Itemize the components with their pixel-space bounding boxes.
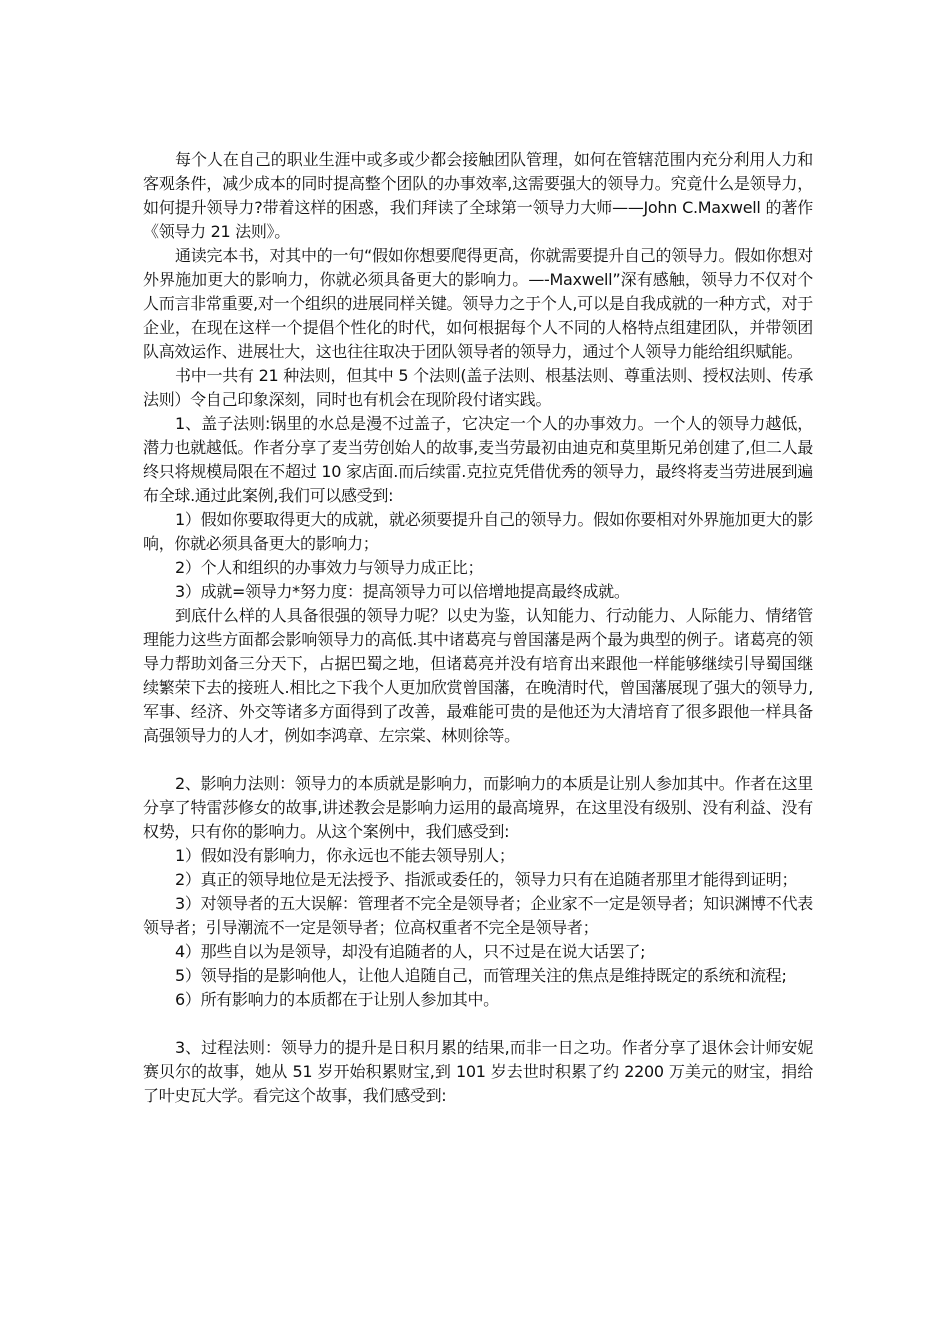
law-of-the-lid-paragraph: 1、盖子法则:锅里的水总是漫不过盖子，它决定一个人的办事效力。一个人的领导力越低，潜力也就越低。作者分享了麦当劳创始人的故事,麦当劳最初由迪克和莫里斯兄弟创建了,但二人最终只将规模局限在不超过 10 家店面.而后续雷.克拉克凭借优秀的领导力，最终将麦当劳进展到遍布全球.通过此案例,我们可以感受到: (143, 414, 813, 505)
law-of-process-paragraph: 3、过程法则：领导力的提升是日积月累的结果,而非一日之功。作者分享了退休会计师安妮 赛贝尔的故事，她从 51 岁开始积累财宝,到 101 岁去世时积累了约 2200 万美元的财宝，捐给了叶史瓦大学。看完这个故事，我们感受到: (143, 1038, 813, 1105)
influence-takeaway-5: 5）领导指的是影响他人，让他人追随自己，而管理关注的焦点是维持既定的系统和流程; (175, 966, 787, 985)
influence-takeaway-3: 3）对领导者的五大误解：管理者不完全是领导者；企业家不一定是领导者；知识渊博不代表领导者；引导潮流不一定是领导者；位高权重者不完全是领导者； (143, 894, 813, 937)
influence-takeaway-4: 4）那些自以为是领导，却没有追随者的人，只不过是在说大话罢了; (175, 942, 646, 961)
law-of-influence-paragraph: 2、影响力法则：领导力的本质就是影响力，而影响力的本质是让别人参加其中。作者在这里分享了特雷莎修女的故事,讲述教会是影响力运用的最高境界，在这里没有级别、没有利益、没有权势，只有你的影响力。从这个案例中，我们感受到: (143, 774, 813, 841)
intro-paragraph: 每个人在自己的职业生涯中或多或少都会接触团队管理，如何在管辖范围内充分利用人力和客观条件，减少成本的同时提高整个团队的办事效率,这需要强大的领导力。究竟什么是领导力，如何提升领导力?带着这样的困惑，我们拜读了全球第一领导力大师——John C.Maxwell 的著作《领导力 21 法则》。 (143, 150, 813, 241)
lid-takeaway-2: 2）个人和组织的办事效力与领导力成正比； (175, 558, 484, 577)
historical-examples-paragraph: 到底什么样的人具备很强的领导力呢？以史为鉴，认知能力、行动能力、人际能力、情绪管理能力这些方面都会影响领导力的高低.其中诸葛亮与曾国藩是两个最为典型的例子。诸葛亮的领导力帮助刘备三分天下，占据巴蜀之地，但诸葛亮并没有培育出来跟他一样能够继续引导蜀国继续繁荣下去的接班人.相比之下我个人更加欣赏曾国藩，在晚清时代，曾国藩展现了强大的领导力,军事、经济、外交等诸多方面得到了改善，最难能可贵的是他还为大清培育了很多跟他一样具备高强领导力的人才，例如李鸿章、左宗棠、林则徐等。 (143, 606, 813, 745)
lid-takeaway-3: 3）成就=领导力*努力度：提高领导力可以倍增地提高最终成就。 (175, 582, 630, 601)
influence-takeaway-6: 6）所有影响力的本质都在于让别人参加其中。 (175, 990, 499, 1009)
influence-takeaway-2: 2）真正的领导地位是无法授予、指派或委任的，领导力只有在追随者那里才能得到证明； (175, 870, 798, 889)
five-laws-paragraph: 书中一共有 21 种法则，但其中 5 个法则(盖子法则、根基法则、尊重法则、授权法则、传承法则）令自己印象深刻，同时也有机会在现阶段付诸实践。 (143, 366, 813, 409)
lid-takeaway-1: 1）假如你要取得更大的成就，就必须要提升自己的领导力。假如你要相对外界施加更大的影响，你就必须具备更大的影响力； (143, 510, 813, 553)
reading-reflection-paragraph: 通读完本书，对其中的一句“假如你想要爬得更高，你就需要提升自己的领导力。假如你想对外界施加更大的影响力，你就必须具备更大的影响力。—-Maxwell”深有感触，领导力不仅对个人而言非常重要,对一个组织的进展同样关键。领导力之于个人,可以是自我成就的一种方式，对于企业，在现在这样一个提倡个性化的时代，如何根据每个人不同的人格特点组建团队，并带领团队高效运作、进展壮大，这也往往取决于团队领导者的领导力，通过个人领导力能给组织赋能。 (143, 246, 813, 361)
influence-takeaway-1: 1）假如没有影响力，你永远也不能去领导别人； (175, 846, 515, 865)
document-body (143, 148, 813, 1108)
